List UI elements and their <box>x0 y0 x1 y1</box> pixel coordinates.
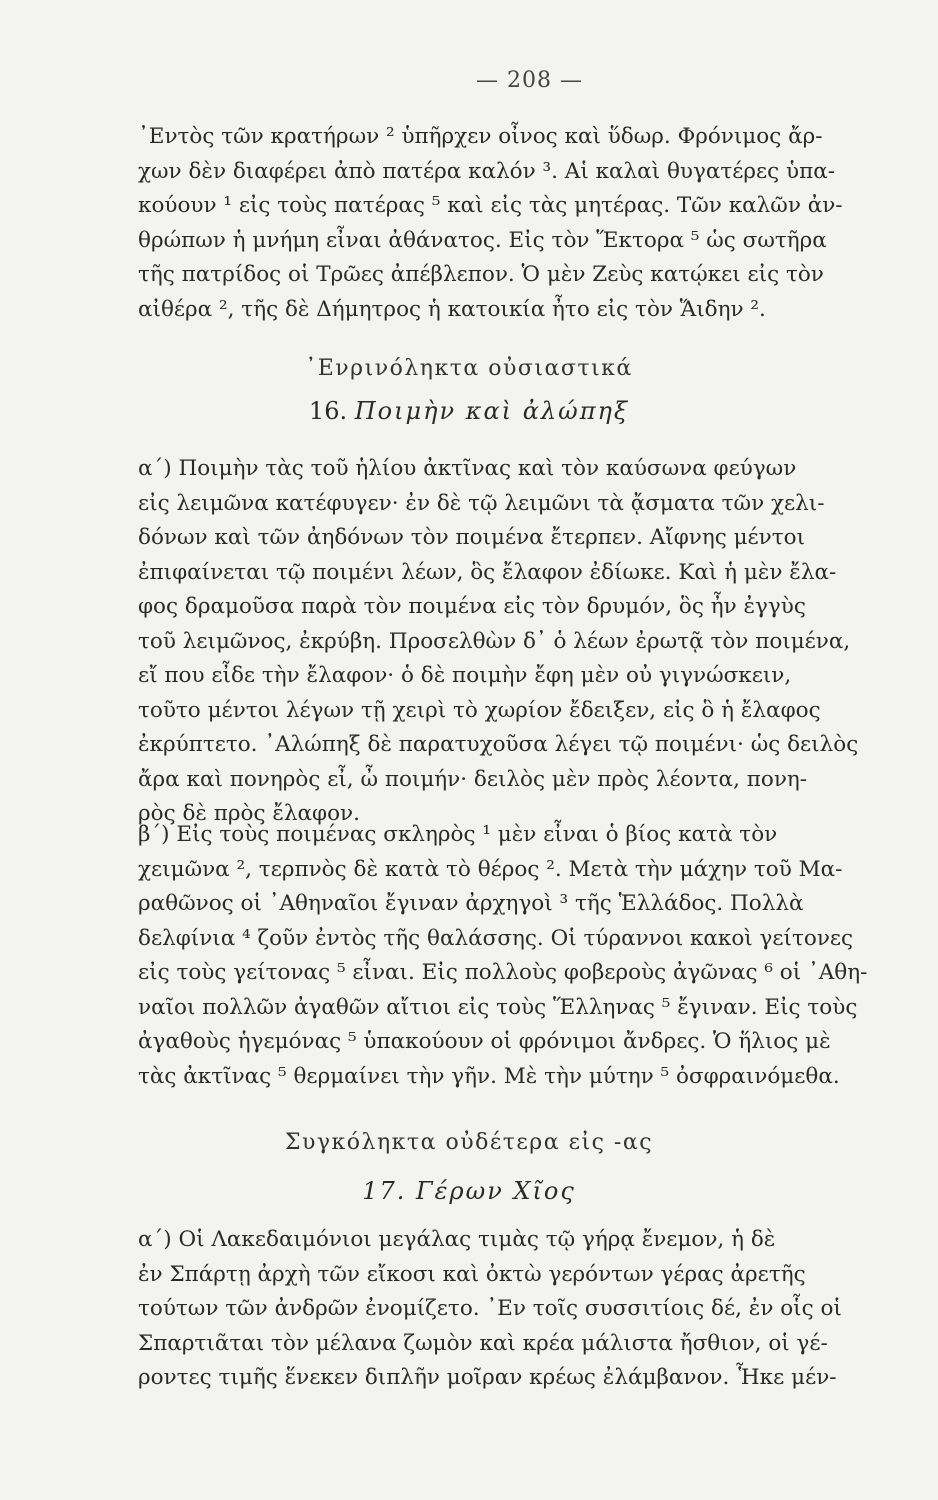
text-line: α΄) Ποιμὴν τὰς τοῦ ἡλίου ἀκτῖνας καὶ τὸν καύσωνα φεύγων <box>138 456 797 481</box>
text-line: κούουν ¹ εἰς τοὺς πατέρας ⁵ καὶ εἰς τὰς μητέρας. Τῶν καλῶν ἀν- <box>138 193 843 218</box>
paragraph-exercise-b <box>138 818 898 1094</box>
text-line: ἐκρύπτετο. ᾿Αλώπηξ δὲ παρατυχοῦσα λέγει τῷ ποιμένι· ὡς δειλὸς <box>138 732 859 757</box>
text-line: Σπαρτιᾶται τὸν μέλανα ζωμὸν καὶ κρέα μάλιστα ἤσθιον, οἱ γέ- <box>138 1330 828 1356</box>
text-line: αἰθέρα ², τῆς δὲ Δήμητρος ἡ κατοικία ἦτο εἰς τὸν Ἅιδην ². <box>138 296 766 322</box>
page-number: — 208 — <box>476 68 583 93</box>
story-number: 16. <box>308 397 348 425</box>
text-line: ἐπιφαίνεται τῷ ποιμένι λέων, ὃς ἔλαφον ἐδίωκε. Καὶ ἡ μὲν ἔλα- <box>138 559 837 585</box>
section-heading-nouns: ᾿Ενρινόληκτα οὐσιαστικά <box>305 356 633 381</box>
story-title-text: 17. Γέρων Χῖος <box>362 1177 576 1205</box>
story-title-text: Ποιμὴν καὶ ἀλώπηξ <box>354 397 630 425</box>
text-line: φος δραμοῦσα παρὰ τὸν ποιμένα εἰς τὸν δρυμόν, ὃς ἦν ἐγγὺς <box>138 594 806 619</box>
paragraph-old-chian <box>138 1223 898 1396</box>
text-line: θρώπων ἡ μνήμη εἶναι ἀθάνατος. Εἰς τὸν Ἕκτορα ⁵ ὡς σωτῆρα <box>138 227 827 253</box>
text-line: τοῦ λειμῶνος, ἐκρύβη. Προσελθὼν δ᾿ ὁ λέων ἐρωτᾷ τὸν ποιμένα, <box>138 628 851 654</box>
paragraph-shepherd-and-fox <box>138 452 898 832</box>
text-line: τούτων τῶν ἀνδρῶν ἐνομίζετο. ᾿Εν τοῖς συσσιτίοις δέ, ἐν οἷς οἱ <box>138 1296 842 1321</box>
story-title-17 <box>0 1177 938 1205</box>
text-line: ναῖοι πολλῶν ἀγαθῶν αἴτιοι εἰς τοὺς Ἕλληνας ⁵ ἔγιναν. Εἰς τοὺς <box>138 994 858 1020</box>
text-line: χειμῶνα ², τερπνὸς δὲ κατὰ τὸ θέρος ². Μετὰ τὴν μάχην τοῦ Μα- <box>138 856 843 882</box>
text-line: β΄) Εἰς τοὺς ποιμένας σκληρὸς ¹ μὲν εἶναι ὁ βίος κατὰ τὸν <box>138 822 778 847</box>
text-line: τὰς ἀκτῖνας ⁵ θερμαίνει τὴν γῆν. Μὲ τὴν μύτην ⁵ ὀσφραινόμεθα. <box>138 1063 840 1089</box>
text-line: ροντες τιμῆς ἕνεκεν διπλῆν μοῖραν κρέως ἐλάμβανον. Ἧκε μέν- <box>138 1365 837 1390</box>
text-line: ἀγαθοὺς ἡγεμόνας ⁵ ὑπακούουν οἱ φρόνιμοι ἄνδρες. Ὁ ἥλιος μὲ <box>138 1029 831 1054</box>
text-line: δελφίνια ⁴ ζοῦν ἐντὸς τῆς θαλάσσης. Οἱ τύραννοι κακοὶ γείτονες <box>138 925 854 951</box>
text-line: ᾿Εντὸς τῶν κρατήρων ² ὑπῆρχεν οἶνος καὶ ὕδωρ. Φρόνιμος ἄρ- <box>138 124 823 149</box>
text-line: τοῦτο μέντοι λέγων τῇ χειρὶ τὸ χωρίον ἔδειξεν, εἰς ὃ ἡ ἔλαφος <box>138 697 821 723</box>
text-line: χων δὲν διαφέρει ἀπὸ πατέρα καλόν ³. Αἱ καλαὶ θυγατέρες ὑπα- <box>138 158 836 184</box>
paragraph-exercise-top <box>138 120 898 327</box>
text-line: εἴ που εἶδε τὴν ἔλαφον· ὁ δὲ ποιμὴν ἔφη μὲν οὐ γιγνώσκειν, <box>138 663 792 688</box>
text-line: δόνων καὶ τῶν ἀηδόνων τὸν ποιμένα ἔτερπεν. Αἴφνης μέντοι <box>138 525 806 550</box>
text-line: ραθῶνος οἱ ᾿Αθηναῖοι ἔγιναν ἀρχηγοὶ ³ τῆς Ἑλλάδος. Πολλὰ <box>138 891 804 916</box>
text-line: ἐν Σπάρτῃ ἀρχὴ τῶν εἴκοσι καὶ ὀκτὼ γερόντων γέρας ἀρετῆς <box>138 1261 806 1287</box>
text-line: εἰς τοὺς γείτονας ⁵ εἶναι. Εἰς πολλοὺς φοβεροὺς ἀγῶνας ⁶ οἱ ᾿Αθη- <box>138 960 868 985</box>
text-line: εἰς λειμῶνα κατέφυγεν· ἐν δὲ τῷ λειμῶνι τὰ ᾄσματα τῶν χελι- <box>138 490 825 516</box>
text-line: ρὸς δὲ πρὸς ἔλαφον. <box>138 801 360 826</box>
text-line: α΄) Οἱ Λακεδαιμόνιοι μεγάλας τιμὰς τῷ γήρᾳ ἔνεμον, ἡ δὲ <box>138 1227 776 1252</box>
text-line: ἄρα καὶ πονηρὸς εἶ, ὦ ποιμήν· δειλὸς μὲν πρὸς λέοντα, πονη- <box>138 766 808 792</box>
story-title-16 <box>0 397 938 425</box>
section-heading-neuter: Συγκόληκτα οὐδέτερα εἰς -ας <box>284 1130 654 1155</box>
text-line: τῆς πατρίδος οἱ Τρῶες ἀπέβλεπον. Ὁ μὲν Ζεὺς κατῴκει εἰς τὸν <box>138 262 824 287</box>
